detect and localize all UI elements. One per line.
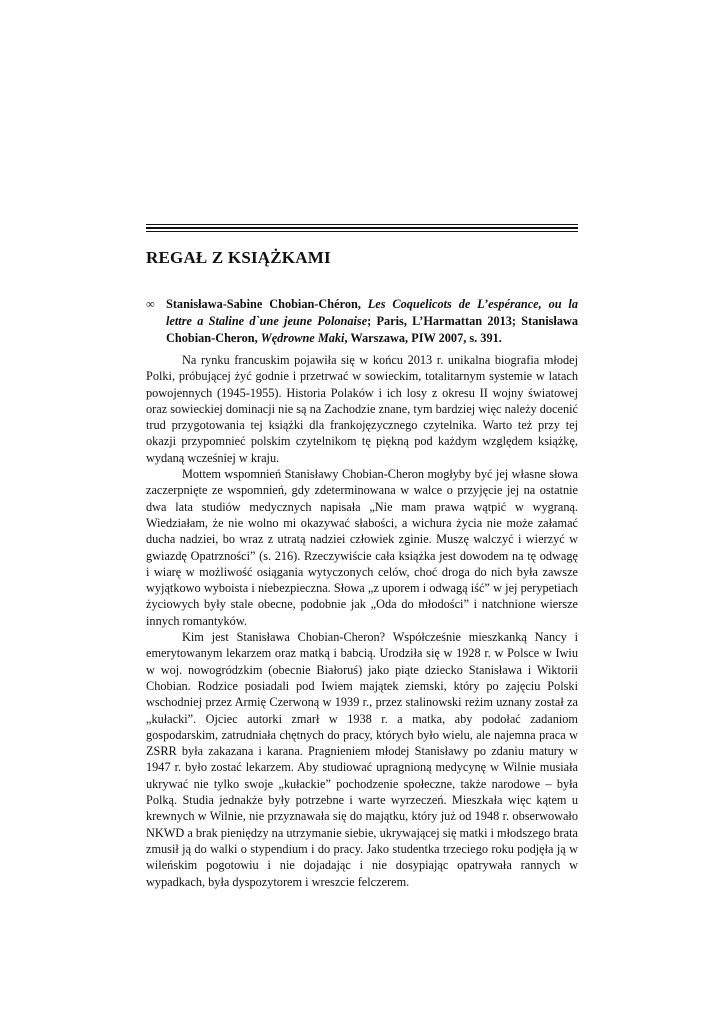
paragraph: Mottem wspomnień Stanisławy Chobian-Cheron mogłyby być jej własne słowa zaczerpnięte ze wspomnień, gdy zdeterminowana w walce o przyjęcie jej na ostatnie dwa lata studiów medycznych napisała „Nie mam prawa wątpić w wygraną. Wiedziałam, że nie wolno mi okazywać słabości, a wichura życia nie może załamać ducha nadziei, bo wraz z utratą nadziei człowiek zginie. Muszę walczyć i wierzyć w gwiazdę Opatrzności” (s. 216). Rzeczywiście cała książka jest dowodem na tę odwagę i wiarę w możliwość osiągania wytyczonych celów, choć droga do nich była zawsze wyjątkowo wyboista i niebezpieczna. Słowa „z uporem i odwagą iść” w jej perypetiach życiowych były stale obecne, podobnie jak „Oda do młodości” i natchnione wiersze innych romantyków.	[146, 467, 578, 628]
citation-author: Stanisława-Sabine Chobian-Chéron,	[166, 297, 368, 311]
paragraph: Na rynku francuskim pojawiła się w końcu 2013 r. unikalna biografia młodej Polki, próbującej żyć godnie i przetrwać w sowieckim, totalitarnym systemie w latach powojennych (1945-1955). Historia Polaków i ich losy z okresu II wojny światowej oraz sowieckiej dominacji nie są na Zachodzie znane, tym bardziej więc należy docenić trud przygotowania tej książki dla frankojęzycznego czytelnika. Warto też przy tej okazji przypomnieć polskim czytelnikom tę piękną pod każdym względem książkę, wydaną wcześniej w kraju.	[146, 353, 578, 465]
citation-title-polish: Wędrowne Maki	[260, 331, 345, 345]
rule-line	[146, 231, 578, 232]
rule-line	[146, 227, 578, 229]
citation-publisher-polish: , Warszawa, PIW 2007, s. 391.	[344, 331, 502, 345]
infinity-icon: ∞	[146, 297, 155, 311]
book-citation	[146, 296, 578, 347]
paragraph: Kim jest Stanisława Chobian-Cheron? Współcześnie mieszkanką Nancy i emerytowanym lekarzem oraz matką i babcią. Urodziła się w 1928 r. w Polsce w Iwiu w woj. nowogródzkim (obecnie Białoruś) jako piąte dziecko Stanisława i Wiktorii Chobian. Rodzice posiadali pod Iwiem majątek ziemski, który po zajęciu Polski wschodniej przez Armię Czerwoną w 1939 r., przez stalinowski reżim uznany został za „kułacki”. Ojciec autorki zmarł w 1938 r. a matka, aby podołać zadaniom gospodarskim, zatrudniała chętnych do pracy, których było wielu, ale najemna praca w ZSRR była zakazana i karana. Pragnieniem młodej Stanisławy po zdaniu matury w 1947 r. było zostać lekarzem. Aby studiować upragnioną medycynę w Wilnie musiała ukrywać nie tylko swoje „kułackie” pochodzenie społeczne, także narodowe – była Polką. Studia jednakże były potrzebne i warte wyrzeczeń. Mieszkała więc kątem u krewnych w Wilnie, nie przyznawała się do majątku, który już od 1948 r. obserwowało NKWD a brak pieniędzy na utrzymanie siebie, ukrywającej się matki i młodszego brata zmusił ją do walki o stypendium i do pracy. Jako studentka trzeciego roku podjęła ją w wileńskim pogotowiu i nie dojadając i nie dosypiając opatrywała rannych w wypadkach, była dyspozytorem i wreszcie felczerem.	[146, 630, 578, 889]
citation-text	[166, 296, 578, 347]
citation-publisher: ; Paris, L’Harmattan 2013; Stanisława Chobian-Cheron,	[166, 314, 578, 345]
section-title: REGAŁ Z KSIĄŻKAMI	[146, 248, 331, 267]
citation-title: Les Coquelicots de L’espérance, ou la lettre a Staline d`une jeune Polonaise	[166, 297, 578, 328]
article-body	[146, 352, 578, 890]
rule-line	[146, 224, 578, 225]
header-rules	[146, 224, 578, 234]
